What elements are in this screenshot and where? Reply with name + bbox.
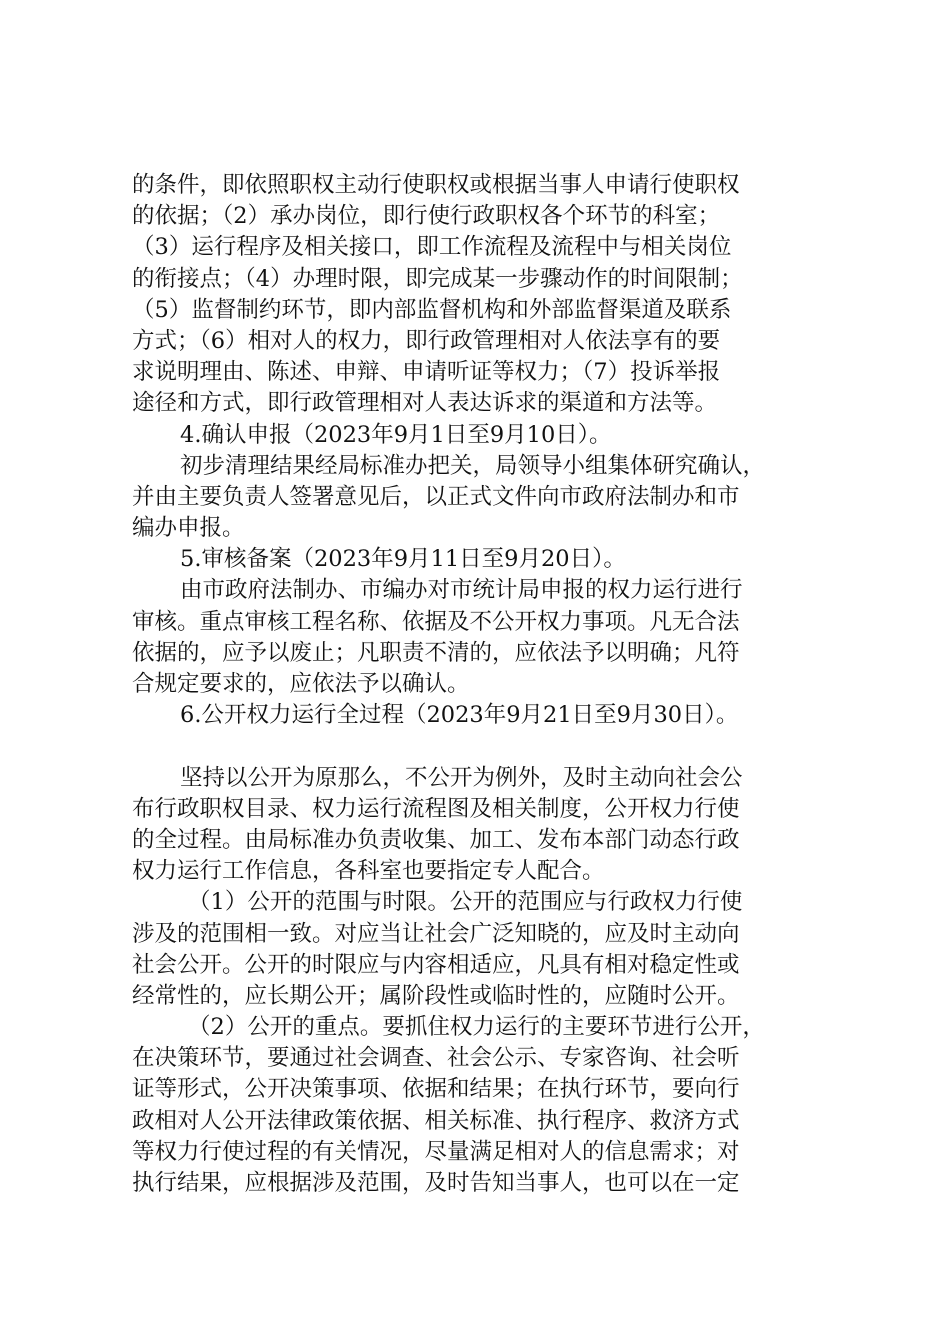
text-line: 坚持以公开为原那么，不公开为例外，及时主动向社会公 [180, 764, 743, 791]
document-body [132, 170, 822, 1199]
text-line: 并由主要负责人签署意见后，以正式文件向市政府法制办和市 [132, 483, 740, 510]
section-heading: 6.公开权力运行全过程（2023年9月21日至9月30日）。 [180, 702, 739, 729]
section-heading: 5.审核备案（2023年9月11日至9月20日）。 [180, 546, 626, 573]
text-line: 的依据；（2）承办岗位，即行使行政职权各个环节的科室； [132, 203, 721, 230]
text-line: 社会公开。公开的时限应与内容相适应，凡具有相对稳定性或 [132, 951, 740, 978]
text-line: 审核。重点审核工程名称、依据及不公开权力事项。凡无合法 [132, 608, 740, 635]
text-line: 权力运行工作信息，各科室也要指定专人配合。 [132, 858, 605, 885]
subsection-line: （2）公开的重点。要抓住权力运行的主要环节进行公开， [188, 1014, 765, 1041]
text-line: 的衔接点；（4）办理时限，即完成某一步骤动作的时间限制； [132, 265, 743, 292]
subsection-line: （1）公开的范围与时限。公开的范围应与行政权力行使 [188, 889, 743, 916]
text-line: 初步清理结果经局标准办把关，局领导小组集体研究确认， [180, 452, 766, 479]
text-line: 证等形式，公开决策事项、依据和结果；在执行环节，要向行 [132, 1076, 740, 1103]
text-line: 涉及的范围相一致。对应当让社会广泛知晓的，应及时主动向 [132, 920, 740, 947]
text-line: 依据的，应予以废止；凡职责不清的，应依法予以明确；凡符 [132, 639, 740, 666]
text-line: 等权力行使过程的有关情况，尽量满足相对人的信息需求；对 [132, 1138, 740, 1165]
text-line: 途径和方式，即行政管理相对人表达诉求的渠道和方法等。 [132, 390, 718, 417]
text-line: 政相对人公开法律政策依据、相关标准、执行程序、救济方式 [132, 1107, 740, 1134]
text-line: 合规定要求的，应依法予以确认。 [132, 671, 470, 697]
text-line: 布行政职权目录、权力运行流程图及相关制度，公开权力行使 [132, 795, 740, 822]
text-line: 编办申报。 [132, 515, 245, 542]
section-heading: 4.确认申报（2023年9月1日至9月10日）。 [180, 421, 612, 448]
text-line: 方式；（6）相对人的权力，即行政管理相对人依法享有的要 [132, 327, 721, 354]
text-line: 的条件，即依照职权主动行使职权或根据当事人申请行使职权 [132, 172, 740, 198]
text-line: 执行结果，应根据涉及范围，及时告知当事人，也可以在一定 [132, 1170, 740, 1196]
text-line: （5）监督制约环节，即内部监督机构和外部监督渠道及联系 [132, 296, 732, 323]
text-line: 在决策环节，要通过社会调查、社会公示、专家咨询、社会听 [132, 1045, 740, 1072]
text-line: 的全过程。由局标准办负责收集、加工、发布本部门动态行政 [132, 826, 740, 853]
paragraph-gap [132, 731, 822, 762]
text-line: 由市政府法制办、市编办对市统计局申报的权力运行进行 [180, 577, 743, 604]
text-line: 经常性的，应长期公开；属阶段性或临时性的，应随时公开。 [132, 982, 740, 1009]
text-line: （3）运行程序及相关接口，即工作流程及流程中与相关岗位 [132, 234, 732, 261]
text-line: 求说明理由、陈述、申辩、申请听证等权力；（7）投诉举报 [132, 359, 721, 386]
